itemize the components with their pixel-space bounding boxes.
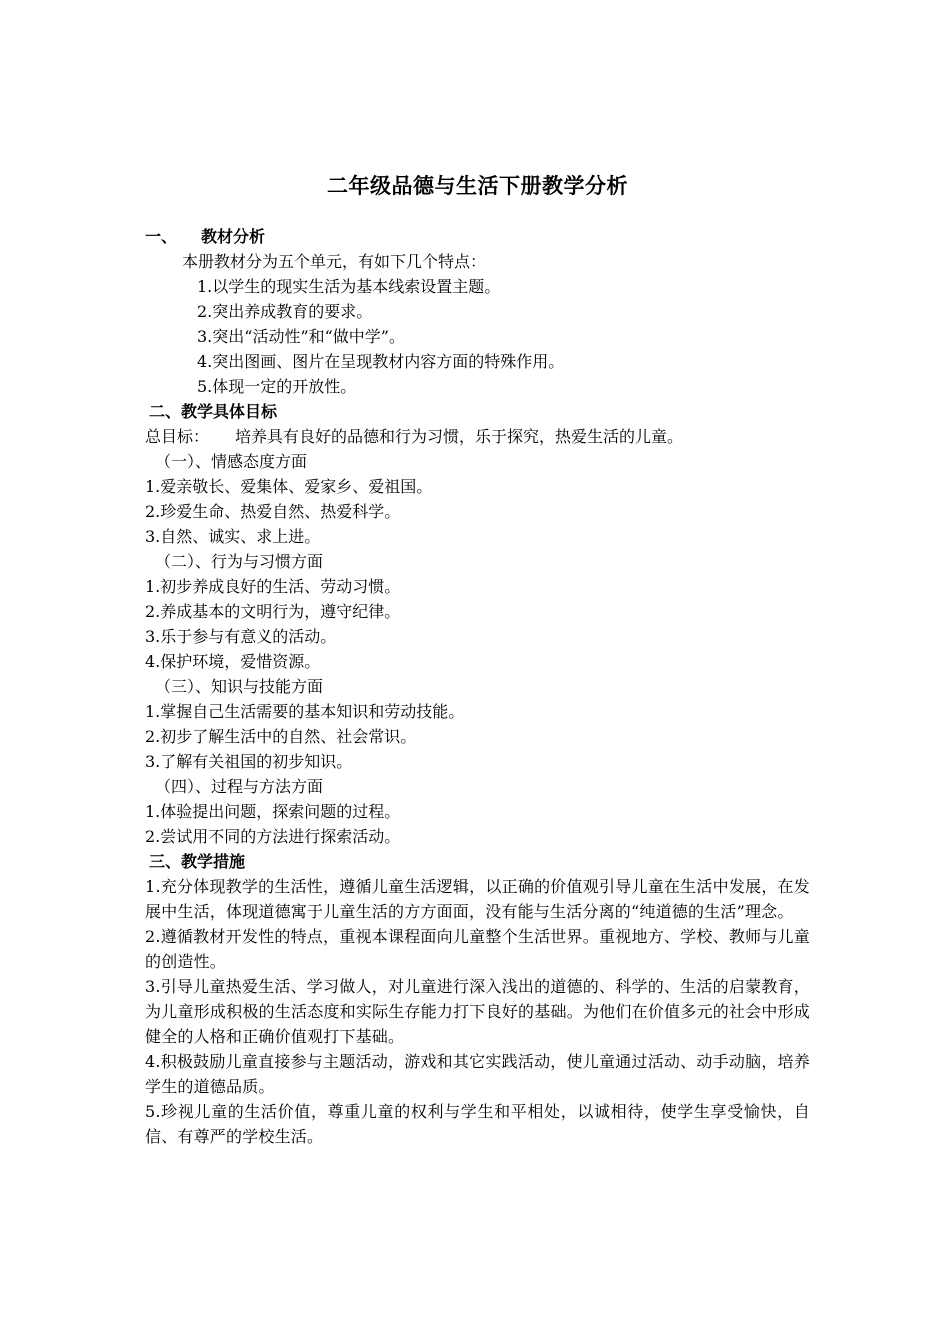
goal-group-title: （四）、过程与方法方面 [155,777,324,796]
list-item: 1.以学生的现实生活为基本线索设置主题。 [197,277,501,296]
measure-paragraph: 4.积极鼓励儿童直接参与主题活动，游戏和其它实践活动，使儿童通过活动、动手动脑，培养学生的道德品质。 [145,1052,810,1096]
overall-goal-label: 总目标： [145,427,210,446]
list-item: 3.了解有关祖国的初步知识。 [145,752,353,771]
section-1-number: 一、 [145,227,178,246]
list-item: 1.初步养成良好的生活、劳动习惯。 [145,577,401,596]
list-item: 2.突出养成教育的要求。 [197,302,373,321]
list-item: 2.初步了解生活中的自然、社会常识。 [145,727,417,746]
goal-group-title: （三）、知识与技能方面 [155,677,324,696]
list-item: 3.自然、诚实、求上进。 [145,527,321,546]
section-1-intro: 本册教材分为五个单元，有如下几个特点： [182,252,487,271]
overall-goal [145,424,810,449]
measure-paragraph: 3.引导儿童热爱生活、学习做人，对儿童进行深入浅出的道德的、科学的、生活的启蒙教育，为儿童形成积极的生活态度和实际生存能力打下良好的基础。为他们在价值多元的社会中形成健全的人格和正确价值观打下基础。 [145,977,810,1046]
list-item: 2.珍爱生命、热爱自然、热爱科学。 [145,502,401,521]
list-item: 3.突出“活动性”和“做中学”。 [197,327,405,346]
measure-paragraph: 2.遵循教材开发性的特点，重视本课程面向儿童整个生活世界。重视地方、学校、教师与儿童的创造性。 [145,927,810,971]
list-item: 1.体验提出问题，探索问题的过程。 [145,802,401,821]
section-3-heading: 三、教学措施 [149,852,246,871]
section-2-heading: 二、教学具体目标 [149,402,278,421]
document-body [145,170,810,1149]
overall-goal-text: 培养具有良好的品德和行为习惯，乐于探究，热爱生活的儿童。 [235,427,684,446]
section-1-heading [145,224,810,249]
measure-paragraph: 5.珍视儿童的生活价值，尊重儿童的权利与学生和平相处，以诚相待，使学生享受愉快，自信、有尊严的学校生活。 [145,1102,810,1146]
measure-paragraph: 1.充分体现教学的生活性，遵循儿童生活逻辑，以正确的价值观引导儿童在生活中发展，在发展中生活，体现道德寓于儿童生活的方方面面，没有能与生活分离的“纯道德的生活”理念。 [145,877,810,921]
list-item: 5.体现一定的开放性。 [197,377,357,396]
list-item: 3.乐于参与有意义的活动。 [145,627,337,646]
list-item: 1.掌握自己生活需要的基本知识和劳动技能。 [145,702,465,721]
goal-group-title: （一）、情感态度方面 [155,452,308,471]
page-title: 二年级品德与生活下册教学分析 [327,174,628,198]
list-item: 4.突出图画、图片在呈现教材内容方面的特殊作用。 [197,352,565,371]
list-item: 4.保护环境，爱惜资源。 [145,652,321,671]
list-item: 1.爱亲敬长、爱集体、爱家乡、爱祖国。 [145,477,433,496]
list-item: 2.尝试用不同的方法进行探索活动。 [145,827,401,846]
goal-group-title: （二）、行为与习惯方面 [155,552,324,571]
section-1-title: 教材分析 [201,227,266,246]
list-item: 2.养成基本的文明行为，遵守纪律。 [145,602,401,621]
